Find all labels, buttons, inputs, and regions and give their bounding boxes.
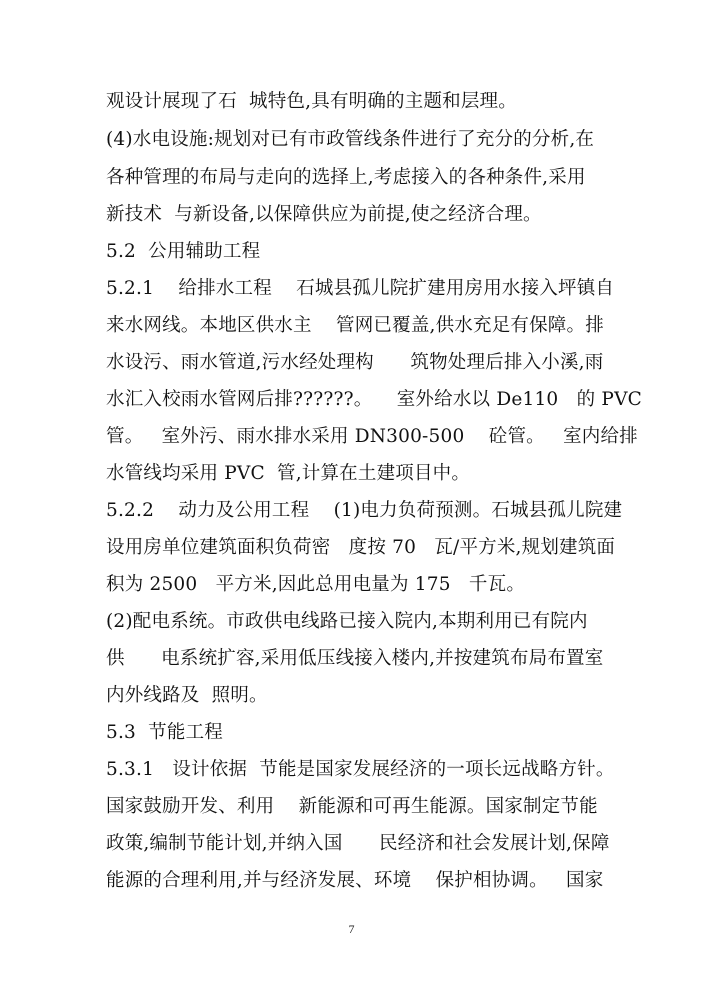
page-number: 7 (348, 922, 355, 936)
text-line: 积为 2500 平方米,因此总用电量为 175 千瓦。 (106, 574, 526, 595)
text-line: 管。 室外污、雨水排水采用 DN300-500 砼管。 室内给排 (106, 426, 638, 447)
text-line: 水汇入校雨水管网后排??????。 室外给水以 De110 的 PVC (106, 389, 642, 410)
text-line: 观设计展现了石 城特色,具有明确的主题和层理。 (106, 91, 517, 112)
text-line: 各种管理的布局与走向的选择上,考虑接入的各种条件,采用 (106, 167, 586, 188)
text-line: 国家鼓励开发、利用 新能源和可再生能源。国家制定节能 (106, 796, 598, 817)
section-heading: 5.3 节能工程 (106, 722, 223, 743)
text-line: 5.2.1 给排水工程 石城县孤儿院扩建用房用水接入坪镇自 (106, 278, 615, 299)
text-line: (2)配电系统。市政供电线路已接入院内,本期利用已有院内 (106, 611, 588, 632)
text-line: 供 电系统扩容,采用低压线接入楼内,并按建筑布局布置室 (106, 648, 604, 669)
text-line: 设用房单位建筑面积负荷密 度按 70 瓦/平方米,规划建筑面 (106, 537, 616, 558)
text-line: 来水网线。本地区供水主 管网已覆盖,供水充足有保障。排 (106, 315, 604, 336)
text-line: 5.3.1 设计依据 节能是国家发展经济的一项长远战略方针。 (106, 759, 615, 780)
text-line: 政策,编制节能计划,并纳入国 民经济和社会发展计划,保障 (106, 833, 610, 854)
text-line: 内外线路及 照明。 (106, 685, 268, 706)
text-line: 能源的合理利用,并与经济发展、环境 保护相协调。 国家 (106, 870, 604, 891)
text-line: (4)水电设施:规划对已有市政管线条件进行了充分的分析,在 (106, 129, 595, 150)
text-line: 水管线均采用 PVC 管,计算在土建项目中。 (106, 463, 471, 484)
text-line: 水设污、雨水管道,污水经处理构 筑物处理后排入小溪,雨 (106, 352, 604, 373)
text-line: 5.2.2 动力及公用工程 (1)电力负荷预测。石城县孤儿院建 (106, 500, 623, 521)
text-line: 新技术 与新设备,以保障供应为前提,使之经济合理。 (106, 204, 542, 225)
section-heading: 5.2 公用辅助工程 (106, 241, 261, 262)
